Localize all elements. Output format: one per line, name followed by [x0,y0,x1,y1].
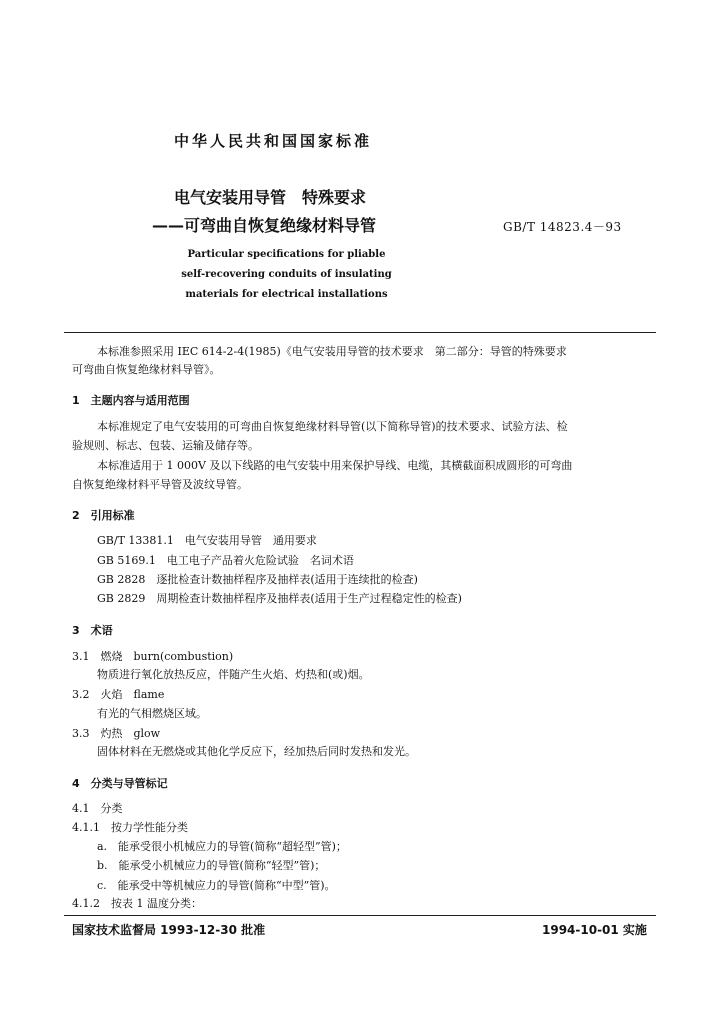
term-3-1-definition: 物质进行氧化放热反应，伴随产生火焰、灼热和(或)烟。 [97,668,370,681]
list-item-a: a. 能承受很小机械应力的导管(简称“超轻型”管)； [97,840,347,853]
term-3-3-definition: 固体材料在无燃烧或其他化学反应下，经加热后同时发热和发光。 [97,745,416,758]
list-item-c: c. 能承受中等机械应力的导管(简称“中型”管)。 [97,879,336,892]
standard-number: GB/T 14823.4－93 [503,220,622,234]
reference-item: GB/T 13381.1 电气安装用导管 通用要求 [97,534,317,547]
intro-line1: 本标准参照采用 IEC 614-2-4(1985)《电气安装用导管的技术要求 第二部分：导管的特殊要求 [97,345,567,358]
document-title-line1: 电气安装用导管 特殊要求 [174,188,367,207]
section-2-heading: 2 引用标准 [72,509,135,522]
english-title-line1: Particular specifications for pliable [187,249,386,260]
term-3-2-definition: 有光的气相燃烧区域。 [97,707,207,720]
subsection-4-1-2: 4.1.2 按表 1 温度分类： [72,897,202,910]
term-3-3: 3.3 灼热 glow [72,727,161,740]
section-3-heading: 3 术语 [72,624,113,637]
section-1-p2-line1: 本标准适用于 1 000V 及以下线路的电气安装中用来保护导线、电缆，其横截面积成圆形的可弯曲 [97,459,573,472]
implementation-date: 1994-10-01 实施 [542,923,647,937]
section-4-heading: 4 分类与导管标记 [72,777,168,790]
term-3-1: 3.1 燃烧 burn(combustion) [72,650,234,663]
subsection-4-1-1: 4.1.1 按力学性能分类 [72,821,188,834]
top-divider [64,332,656,333]
term-3-2: 3.2 火焰 flame [72,688,165,701]
section-1-heading: 1 主题内容与适用范围 [72,394,190,407]
english-title-line3: materials for electrical installations [185,289,388,300]
reference-item: GB 2829 周期检查计数抽样程序及抽样表(适用于生产过程稳定性的检查) [97,592,462,605]
section-1-p2-line2: 自恢复绝缘材料平导管及波纹导管。 [72,478,248,491]
subsection-4-1: 4.1 分类 [72,802,123,815]
intro-line2: 可弯曲自恢复绝缘材料导管》。 [72,363,221,376]
reference-item: GB 2828 逐批检查计数抽样程序及抽样表(适用于连续批的检查) [97,573,418,586]
list-item-b: b. 能承受小机械应力的导管(简称“轻型”管)； [97,859,326,872]
document-title-line2: ——可弯曲自恢复绝缘材料导管 [152,216,377,235]
english-title-line2: self-recovering conduits of insulating [181,269,392,280]
section-1-p1-line2: 验规则、标志、包装、运输及储存等。 [72,439,259,452]
approval-date: 国家技术监督局 1993-12-30 批准 [72,923,266,937]
reference-item: GB 5169.1 电工电子产品着火危险试验 名词术语 [97,554,354,567]
national-standard-heading: 中华人民共和国国家标准 [174,132,373,150]
section-1-p1-line1: 本标准规定了电气安装用的可弯曲自恢复绝缘材料导管(以下简称导管)的技术要求、试验方法、检 [97,420,568,433]
bottom-divider [64,915,656,916]
